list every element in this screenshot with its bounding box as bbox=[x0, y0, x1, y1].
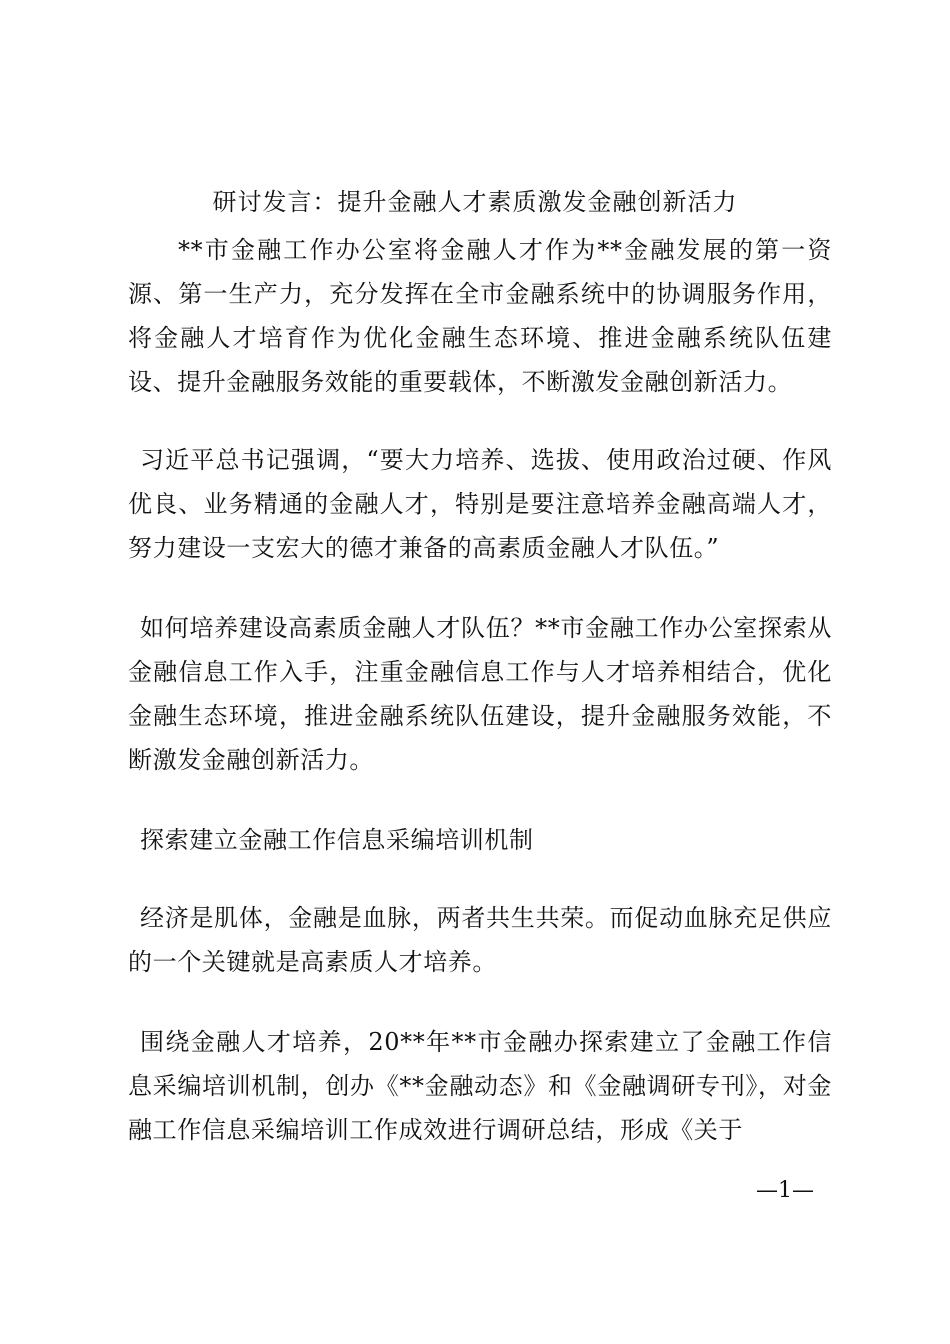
paragraph-quote: 习近平总书记强调，“要大力培养、选拔、使用政治过硬、作风优良、业务精通的金融人才，特别是要注意培养金融高端人才，努力建设一支宏大的德才兼备的高素质金融人才队伍。” bbox=[128, 446, 832, 562]
paragraph-intro: **市金融工作办公室将金融人才作为**金融发展的第一资源、第一生产力，充分发挥在全市金融系统中的协调服务作用，将金融人才培育作为优化金融生态环境、推进金融系统队伍建设、提升金融服务效能的重要载体，不断激发金融创新活力。 bbox=[128, 236, 832, 396]
page-number: —1— bbox=[756, 1178, 814, 1203]
section-heading: 探索建立金融工作信息采编培训机制 bbox=[140, 826, 534, 854]
document-title: 研讨发言：提升金融人才素质激发金融创新活力 bbox=[212, 188, 738, 216]
paragraph-question: 如何培养建设高素质金融人才队伍？**市金融工作办公室探索从金融信息工作入手，注重金融信息工作与人才培养相结合，优化金融生态环境，推进金融系统队伍建设，提升金融服务效能，不断激发金融创新活力。 bbox=[128, 614, 832, 774]
paragraph-training: 围绕金融人才培养，20**年**市金融办探索建立了金融工作信息采编培训机制，创办《**金融动态》和《金融调研专刊》，对金融工作信息采编培训工作成效进行调研总结，形成《关于 bbox=[128, 1028, 832, 1144]
paragraph-economy: 经济是肌体，金融是血脉，两者共生共荣。而促动血脉充足供应的一个关键就是高素质人才培养。 bbox=[128, 904, 832, 976]
